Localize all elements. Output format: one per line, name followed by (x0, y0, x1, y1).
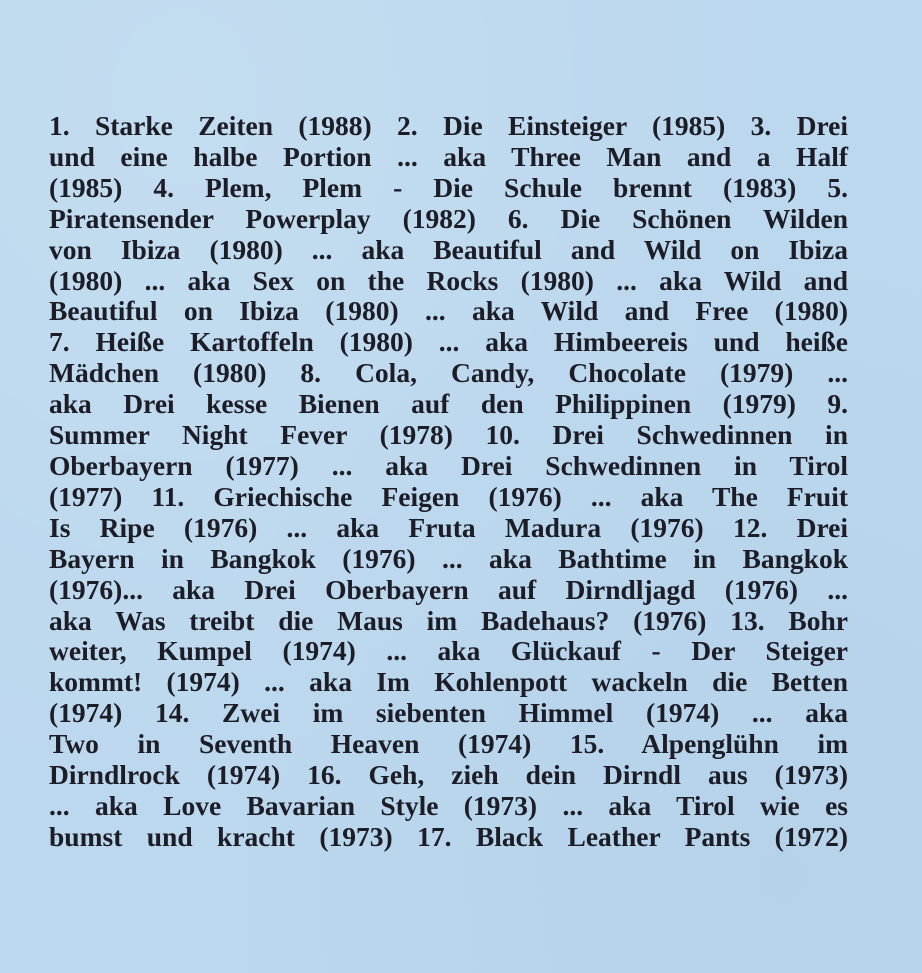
text-line: Summer Night Fever (1978) 10. Drei Schwedinnen in (49, 419, 848, 451)
text-line: weiter, Kumpel (1974) ... aka Glückauf - Der Steiger (49, 635, 848, 667)
text-line: Mädchen (1980) 8. Cola, Candy, Chocolate (1979) ... (49, 357, 848, 389)
text-line: (1974) 14. Zwei im siebenten Himmel (1974) ... aka (49, 697, 848, 729)
text-line: (1980) ... aka Sex on the Rocks (1980) ... aka Wild and (49, 264, 848, 296)
text-line: Oberbayern (1977) ... aka Drei Schwedinnen in Tirol (49, 449, 848, 481)
text-line: aka Was treibt die Maus im Badehaus? (1976) 13. Bohr (49, 604, 848, 636)
filmography-text-block (49, 111, 848, 853)
text-line: (1977) 11. Griechische Feigen (1976) ... aka The Fruit (49, 480, 848, 512)
text-line: Is Ripe (1976) ... aka Fruta Madura (1976) 12. Drei (49, 511, 848, 543)
text-line: ... aka Love Bavarian Style (1973) ... aka Tirol wie es (49, 789, 848, 821)
text-line: aka Drei kesse Bienen auf den Philippinen (1979) 9. (49, 388, 848, 420)
text-line: Two in Seventh Heaven (1974) 15. Alpenglühn im (49, 728, 848, 760)
text-line: Dirndlrock (1974) 16. Geh, zieh dein Dirndl aus (1973) (49, 759, 848, 791)
text-line: (1976)... aka Drei Oberbayern auf Dirndljagd (1976) ... (49, 573, 848, 605)
text-line: Beautiful on Ibiza (1980) ... aka Wild and Free (1980) (49, 295, 848, 327)
text-line: 1. Starke Zeiten (1988) 2. Die Einsteiger (1985) 3. Drei (49, 110, 848, 141)
text-line: Piratensender Powerplay (1982) 6. Die Schönen Wilden (49, 202, 848, 234)
text-line: bumst und kracht (1973) 17. Black Leather Pants (1972) (49, 820, 848, 852)
text-line: kommt! (1974) ... aka Im Kohlenpott wackeln die Betten (49, 666, 848, 698)
text-line: 7. Heiße Kartoffeln (1980) ... aka Himbeereis und heiße (49, 326, 848, 358)
text-line: (1985) 4. Plem, Plem - Die Schule brennt (1983) 5. (49, 171, 848, 203)
text-line: Bayern in Bangkok (1976) ... aka Bathtime in Bangkok (49, 542, 848, 574)
text-line: und eine halbe Portion ... aka Three Man and a Half (49, 140, 848, 172)
text-line: von Ibiza (1980) ... aka Beautiful and Wild on Ibiza (49, 233, 848, 265)
